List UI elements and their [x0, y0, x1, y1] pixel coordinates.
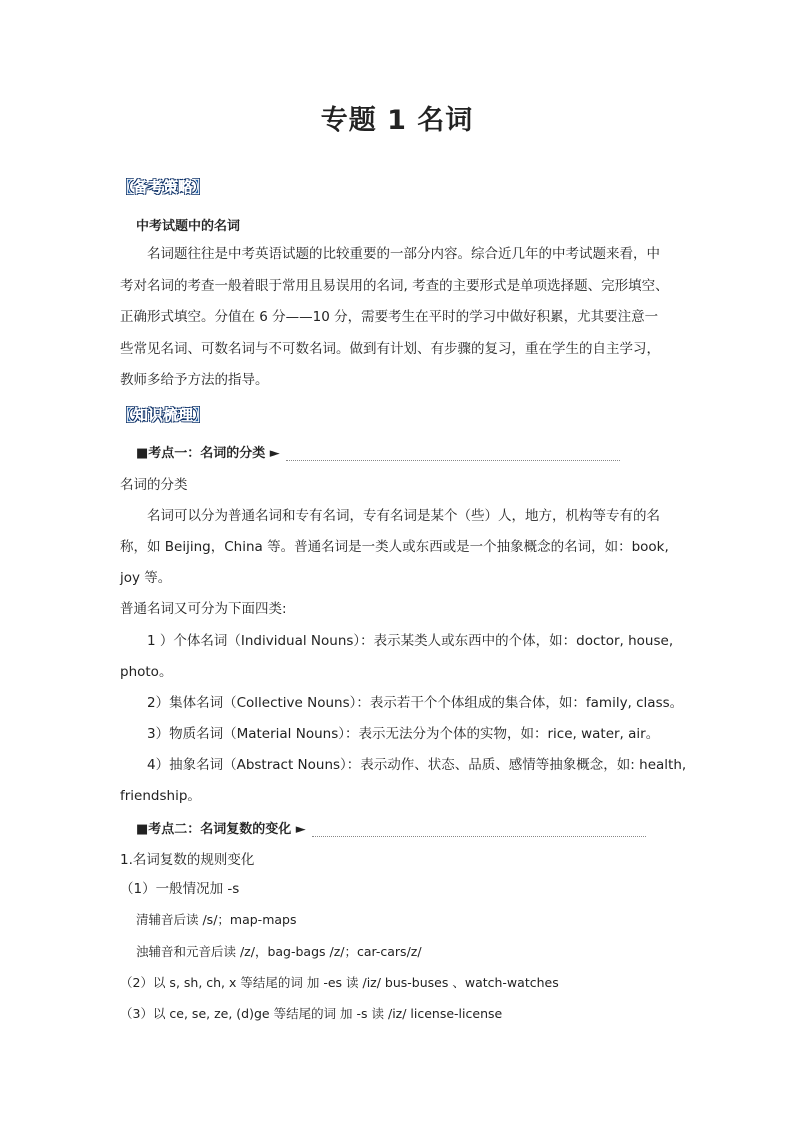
- plural-rule: （3）以 ce, se, ze, (d)ge 等结尾的词 加 -s 读 /iz/ license-license: [120, 1006, 503, 1021]
- type-item: 3）物质名词（Material Nouns）：表示无法分为个体的实物，如：rice, water, air。: [147, 726, 660, 742]
- paragraph-line: 考对名词的考查一般着眼于常用且易误用的名词, 考查的主要形式是单项选择题、完形填空、: [120, 278, 669, 294]
- dotted-rule: [312, 822, 646, 837]
- type-item: 2）集体名词（Collective Nouns）：表示若干个个体组成的集合体，如：family, class。: [147, 695, 684, 711]
- plural-rule: 清辅音后读 /s/；map-maps: [136, 912, 297, 927]
- plural-title: 1.名词复数的规则变化: [120, 852, 255, 868]
- plural-rule: （2）以 s, sh, ch, x 等结尾的词 加 -es 读 /iz/ bus-buses 、watch-watches: [120, 975, 559, 990]
- paragraph-line: 名词题往往是中考英语试题的比较重要的一部分内容。综合近几年的中考试题来看，中: [147, 246, 660, 262]
- paragraph-line: 称，如 Beijing，China 等。普通名词是一类人或东西或是一个抽象概念的名词，如：book,: [120, 539, 669, 555]
- paragraph-line: 教师多给予方法的指导。: [120, 372, 269, 388]
- paragraph-line: joy 等。: [120, 570, 172, 586]
- key-point-2-heading: [136, 818, 646, 837]
- key-point-2-label: ■考点二：名词复数的变化 ►: [136, 822, 306, 837]
- dotted-rule: [286, 446, 620, 461]
- section-heading-strategy: 【备考策略】: [118, 178, 209, 196]
- key-point-1-label: ■考点一：名词的分类 ►: [136, 446, 280, 461]
- paragraph-line: 正确形式填空。分值在 6 分——10 分，需要考生在平时的学习中做好积累，尤其要注意一: [120, 309, 659, 325]
- sub-heading-exam-nouns: 中考试题中的名词: [136, 219, 241, 234]
- plural-rule: 浊辅音和元音后读 /z/，bag-bags /z/；car-cars/z/: [136, 944, 422, 959]
- type-item: 1 ）个体名词（Individual Nouns）：表示某类人或东西中的个体，如：doctor, house,: [147, 633, 674, 649]
- page-title: 专题 1 名词: [320, 105, 474, 136]
- paragraph-line: 些常见名词、可数名词与不可数名词。做到有计划、有步骤的复习，重在学生的自主学习，: [120, 341, 660, 357]
- type-item-continued: friendship。: [120, 788, 201, 804]
- section-heading-knowledge: 【知识梳理】: [118, 406, 209, 424]
- type-item-continued: photo。: [120, 664, 173, 680]
- paragraph-line: 名词可以分为普通名词和专有名词，专有名词是某个（些）人，地方，机构等专有的名: [147, 508, 660, 524]
- category-title: 名词的分类: [120, 477, 188, 493]
- plural-rule: （1）一般情况加 -s: [120, 881, 240, 897]
- type-item: 4）抽象名词（Abstract Nouns）：表示动作、状态、品质、感情等抽象概念，如: health,: [147, 757, 687, 773]
- four-types-intro: 普通名词又可分为下面四类:: [120, 601, 287, 617]
- key-point-1-heading: [136, 442, 620, 461]
